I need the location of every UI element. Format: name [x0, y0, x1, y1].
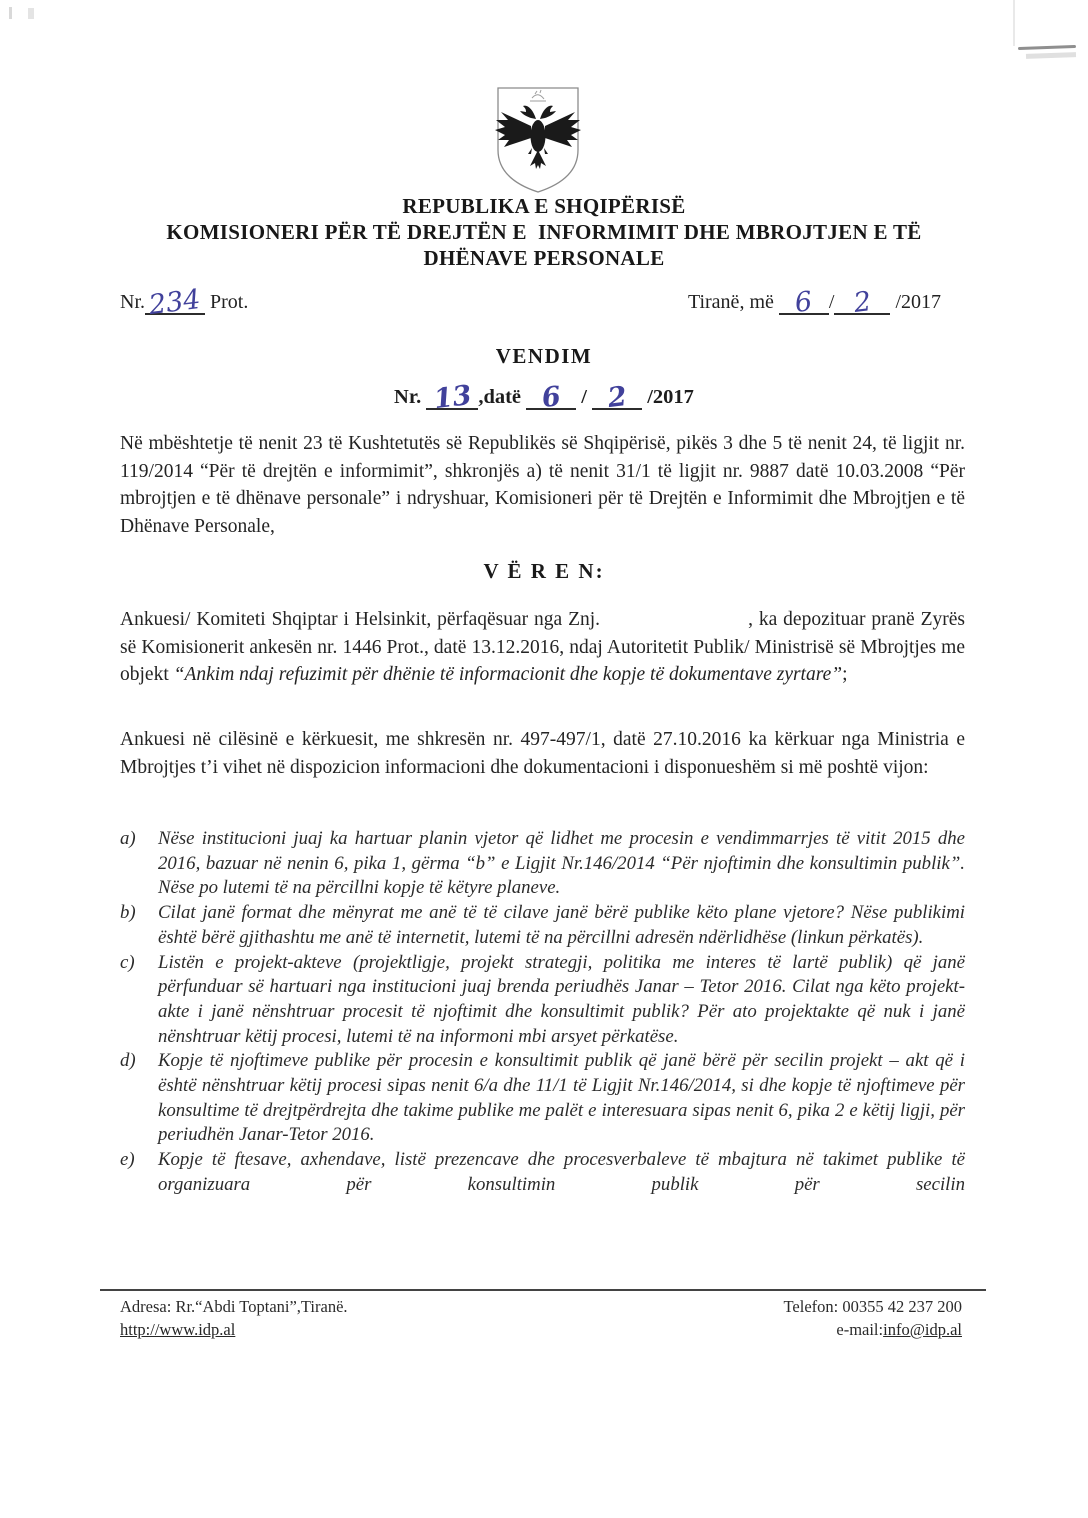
decision-nr-label: Nr. — [394, 386, 422, 408]
protocol-nr-label: Nr. — [120, 291, 145, 313]
footer — [100, 1289, 986, 1341]
scan-artifact-dash-smudge — [1026, 52, 1076, 59]
decision-date-label: ,datë — [478, 386, 522, 408]
list-marker-b: b) — [120, 902, 136, 924]
list-marker-a: a) — [120, 828, 136, 849]
complainant-text-end: ; — [842, 664, 848, 685]
email-label: e-mail: — [836, 1320, 884, 1339]
city-date-label: Tiranë, më — [687, 291, 774, 313]
protocol-number-line — [120, 283, 249, 322]
complainant-text-mid: , ka depozituar pranë Zyrës së Komisionerit ankesën nr. 1446 Prot., datë 13.12.2016, ndaj Autoritetit Publik/ Ministrisë së Mbrojtjes me objekt — [120, 609, 965, 685]
footer-right-block — [784, 1295, 963, 1341]
list-item-a — [120, 827, 965, 901]
date-slash: / — [828, 291, 835, 313]
letterhead — [0, 193, 1088, 271]
place-date-line — [687, 286, 965, 319]
list-text-c: Listën e projekt-akteve (projektligje, projekt strategji, politika me interes të lartë publik) që janë përfunduar së hartuari nga institucioni juaj brenda periudhës Janar – Tetor 2016. Cilat nga këto projekt-akte i janë nënshtruar procesit të njoftimit dhe konsultimit publik? Për ato projektakte që nuk i janë nënshtruar këtij procesi, lutemi të na informoni mbi arsyet përkatëse. — [158, 951, 965, 1047]
list-item-d — [120, 1049, 965, 1148]
footer-phone: Telefon: 00355 42 237 200 — [783, 1297, 962, 1316]
list-marker-d: d) — [120, 1050, 136, 1072]
list-text-d: Kopje të njoftimeve publike për procesin e konsultimit publik që janë bërë për secilin projekt – akt që i është nënshtruar këtij procesi sipas nenit 6/a dhe 11/1 të Ligjit Nr.146/2014, si dhe kopje të njoftimeve për konsultime të drejtpërdrejta dhe takime publike me palët e interesuara sipas nenit 6, pika 2 e këtij ligji, për periudhën Janar-Tetor 2016. — [158, 1050, 965, 1146]
day-handwritten: 6 — [793, 286, 815, 319]
list-marker-e: e) — [120, 1149, 135, 1171]
decision-day-blank — [526, 380, 576, 415]
month-handwritten: 2 — [851, 286, 873, 319]
list-text-a: Nëse institucioni juaj ka hartuar planin vjetor që lidhet me procesin e vendimmarrjes të vitit 2015 dhe 2016, bazuar në nenin 6, pika 1, gërma “b” e Ligjit Nr.146/2014 “Për njoftimin dhe konsultimin publik”. Nëse po lutemi të na përcillni kopje të këtyre planeve. — [158, 828, 965, 899]
protocol-number-blank — [145, 283, 205, 322]
decision-day-handwritten: 6 — [539, 380, 563, 415]
republic-title: REPUBLIKA E SHQIPËRISË — [402, 194, 686, 218]
scan-artifact-dash — [1018, 45, 1076, 50]
decision-number-blank — [426, 379, 478, 416]
list-marker-c: c) — [120, 951, 135, 973]
decision-number-handwritten: 13 — [431, 379, 473, 416]
paragraph-request-intro: Ankuesi në cilësinë e kërkuesit, me shkresën nr. 497-497/1, datë 27.10.2016 ka kërkuar nga Ministria e Mbrojtjes t’i vihet në dispozicion informacioni dhe dokumentacioni i disponueshëm si më poshtë vijon: — [120, 729, 965, 778]
month-blank — [834, 286, 890, 319]
list-item-c — [120, 951, 965, 1050]
list-text-e: Kopje të ftesave, axhendave, listë prezencave dhe procesverbaleve të mbajtura në takimet publike të organizuara për konsultimin publik për secilin — [158, 1149, 965, 1195]
protocol-number-handwritten: 234 — [147, 283, 203, 322]
protocol-row — [120, 283, 965, 322]
list-item-b — [120, 901, 965, 950]
protocol-prot-label: Prot. — [210, 291, 249, 313]
footer-address: Adresa: Rr.“Abdi Toptani”,Tiranë. — [120, 1297, 348, 1316]
decision-title: VENDIM — [495, 344, 593, 368]
decision-date-slash: / — [581, 386, 587, 408]
list-item-e — [120, 1148, 965, 1197]
albanian-eagle-emblem-icon — [483, 86, 593, 198]
scan-artifact-top-left-2 — [28, 8, 34, 19]
complainant-text-start: Ankuesi/ Komiteti Shqiptar i Helsinkit, përfaqësuar nga Znj. — [120, 609, 601, 630]
email-link[interactable]: info@idp.al — [883, 1320, 962, 1339]
list-text-b: Cilat janë format dhe mënyrat me anë të të cilave janë bërë publike këto plane vjetore? Nëse publikimi është bërë gjithashtu me anë të internetit, lutemi të na përcillni adresën ndërlidhëse (linkun përkatës). — [158, 902, 965, 948]
complaint-object-italic: “Ankim ndaj refuzimit për dhënie të informacionit dhe kopje të dokumentave zyrtare” — [173, 664, 843, 685]
footer-left-block — [120, 1295, 348, 1341]
scan-artifact-vertical-line — [1013, 0, 1015, 46]
decision-month-blank — [592, 380, 642, 415]
scan-artifact-top-left-1 — [9, 7, 12, 19]
year-label: /2017 — [895, 291, 941, 313]
paragraph-complainant — [120, 606, 965, 689]
request-list — [120, 827, 965, 1198]
veren-heading: V Ë R E N: — [483, 559, 605, 583]
decision-year-label: /2017 — [647, 386, 694, 408]
day-blank — [779, 286, 829, 319]
decision-month-handwritten: 2 — [605, 380, 629, 415]
commissioner-title-line2: DHËNAVE PERSONALE — [423, 246, 665, 270]
commissioner-title-line1: KOMISIONERI PËR TË DREJTËN E INFORMIMIT DHE MBROJTJEN E TË — [166, 220, 922, 244]
decision-number-line — [0, 379, 1088, 416]
website-link[interactable]: http://www.idp.al — [120, 1320, 236, 1339]
paragraph-legal-basis: Në mbështetje të nenit 23 të Kushtetutës së Republikës së Shqipërisë, pikës 3 dhe 5 të nenit 24, të ligjit nr. 119/2014 “Për të drejtën e informimit”, shkronjës a) të nenit 31/1 të ligjit nr. 9887 datë 10.03.2008 “Për mbrojtjen e të dhënave personale” i ndryshuar, Komisioneri për të Drejtën e Informimit dhe Mbrojtjen e të Dhënave Personale, — [120, 433, 965, 537]
